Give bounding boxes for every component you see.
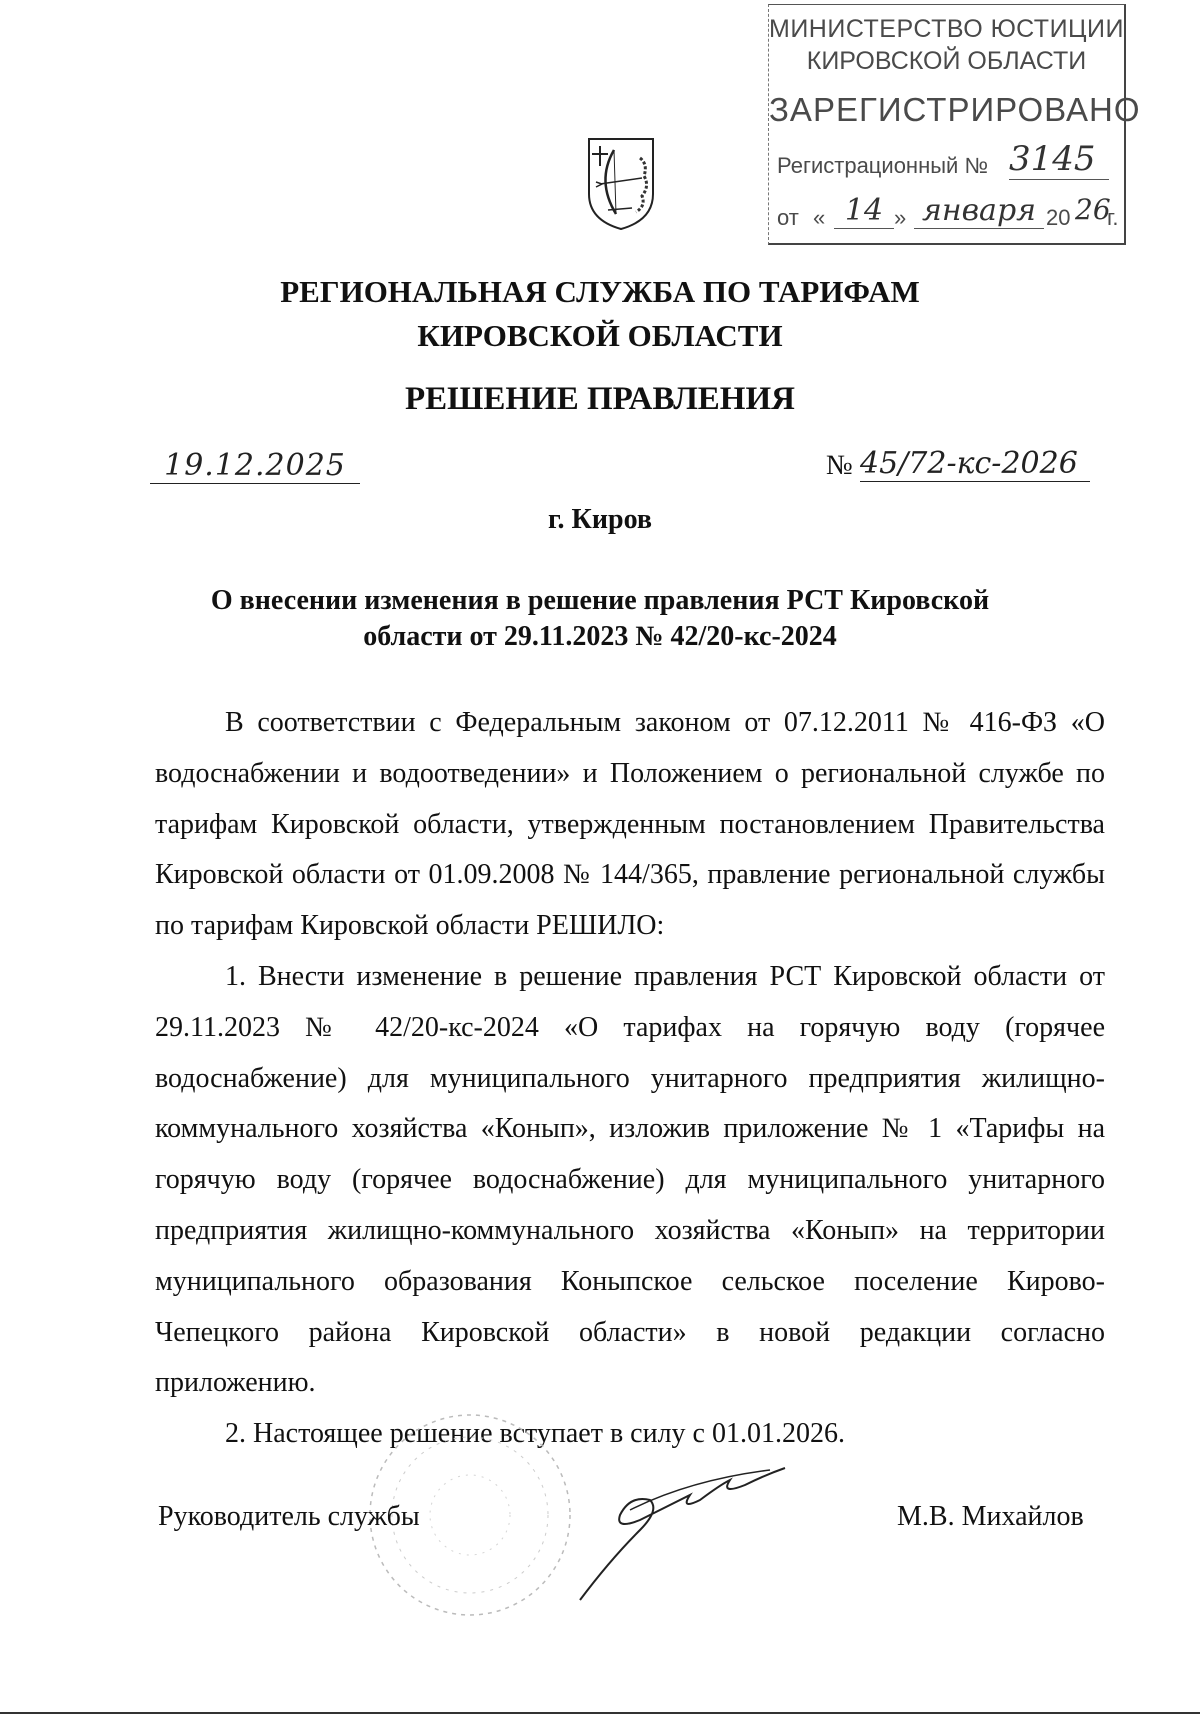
body-paragraph-preamble: В соответствии с Федеральным законом от 07.12.2011 № 416-ФЗ «О водоснабжении и водоотведении» и Положением о региональной службе по тарифам Кировской области, утвержденным постановлением Правительства Кировской области от 01.09.2008 № 144/365, правление региональной службы по тарифам Кировской области РЕШИЛО: — [155, 707, 1105, 942]
stamp-quote-close: » — [894, 205, 907, 230]
subject-line2: области от 29.11.2023 № 42/20-кс-2024 — [363, 621, 837, 652]
stamp-year: 26 — [1075, 193, 1111, 226]
stamp-from-label: от — [777, 205, 799, 230]
decision-number: 45/72-кс-2026 — [860, 446, 1090, 482]
stamp-reg-number: 3145 — [1009, 139, 1109, 180]
coat-of-arms-icon — [586, 136, 656, 237]
signature-icon — [570, 1440, 790, 1615]
stamp-year-prefix: 20 — [1046, 205, 1071, 230]
stamp-ministry: МИНИСТЕРСТВО ЮСТИЦИИ — [769, 15, 1124, 43]
stamp-quote-open: « — [813, 205, 826, 230]
stamp-registered: ЗАРЕГИСТРИРОВАНО — [769, 91, 1141, 128]
stamp-month: января — [914, 193, 1044, 229]
subject-line1: О внесении изменения в решение правления РСТ Кировской — [210, 585, 990, 616]
stamp-reg-label: Регистрационный № — [777, 153, 989, 178]
org-name-line1: РЕГИОНАЛЬНАЯ СЛУЖБА ПО ТАРИФАМ — [280, 274, 920, 309]
bottom-rule — [0, 1712, 1200, 1714]
registration-stamp — [768, 4, 1141, 245]
org-name-line2: КИРОВСКОЙ ОБЛАСТИ — [417, 318, 783, 353]
decision-date: 19.12.2025 — [150, 448, 360, 484]
decision-title: РЕШЕНИЕ ПРАВЛЕНИЯ — [405, 381, 795, 417]
signatory-role: Руководитель службы — [158, 1501, 420, 1532]
document-body — [155, 698, 1105, 1460]
body-paragraph-item1: 1. Внести изменение в решение правления РСТ Кировской области от 29.11.2023 № 42/20-кс-2024 «О тарифах на горячую воду (горячее водоснабжение) для муниципального унитарного предприятия жилищно-коммунального хозяйства «Конып», изложив приложение № 1 «Тарифы на горячую воду (горячее водоснабжение) для муниципального унитарного предприятия жилищно-коммунального хозяйства «Конып» на территории муниципального образования Коныпское сельское поселение Кирово-Чепецкого района Кировской области» в новой редакции согласно приложению. — [155, 960, 1105, 1399]
signatory-name: М.В. Михайлов — [897, 1501, 1084, 1532]
decision-number-label: № — [826, 450, 853, 481]
stamp-day: 14 — [834, 193, 894, 229]
stamp-region: КИРОВСКОЙ ОБЛАСТИ — [806, 47, 1087, 75]
body-paragraph-item2: 2. Настоящее решение вступает в силу с 01.01.2026. — [225, 1418, 845, 1450]
city: г. Киров — [548, 504, 652, 535]
stamp-year-suffix: г. — [1107, 205, 1119, 230]
